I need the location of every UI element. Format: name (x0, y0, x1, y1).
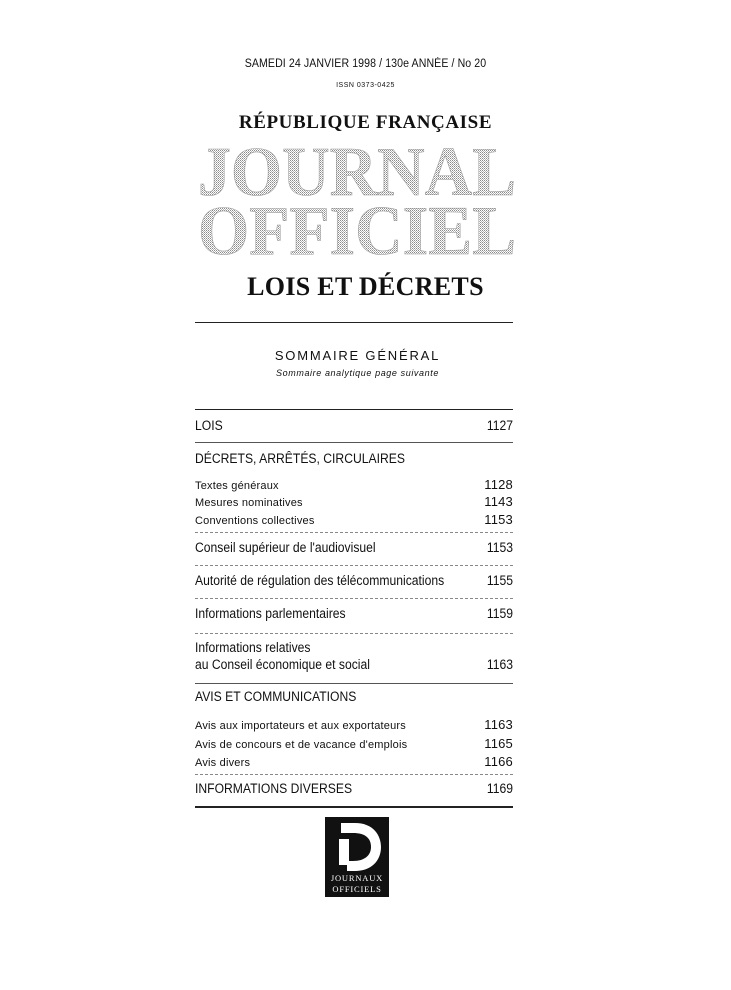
divider (195, 532, 513, 533)
toc-page: 1169 (486, 781, 513, 796)
toc-page: 1159 (486, 606, 513, 621)
toc-page: 1166 (484, 754, 513, 769)
divider (195, 683, 513, 684)
toc-page: 1165 (484, 736, 513, 751)
logo-text-line1: JOURNAUX (330, 873, 384, 883)
toc-page: 1128 (484, 477, 513, 492)
toc-label: Avis de concours et de vacance d'emplois (195, 739, 408, 751)
toc-entry-art (195, 573, 513, 588)
logo-mark-icon (325, 817, 389, 873)
issue-date-line: SAMEDI 24 JANVIER 1998 / 130e ANNÉE / No 20 (244, 58, 487, 70)
toc-label: Conseil supérieur de l'audiovisuel (195, 540, 376, 555)
divider (195, 409, 513, 410)
section-title: LOIS ET DÉCRETS (247, 272, 484, 301)
journaux-officiels-logo (325, 817, 389, 897)
masthead-line-1: JOURNAL (198, 140, 516, 211)
toc-label: Informations parlementaires (195, 606, 346, 621)
toc-entry-textes (195, 477, 513, 492)
toc-entry-csa (195, 540, 513, 555)
toc-page: 1163 (486, 657, 513, 672)
toc-entry-divers (195, 754, 513, 769)
toc-heading-avis: AVIS ET COMMUNICATIONS (195, 689, 357, 704)
sommaire-title: SOMMAIRE GÉNÉRAL (274, 348, 441, 363)
divider (195, 806, 513, 808)
toc-page: 1127 (486, 418, 513, 433)
toc-entry-ces-line1: Informations relatives (195, 640, 311, 655)
toc-entry-informations-diverses (195, 781, 513, 796)
divider (195, 633, 513, 634)
toc-page: 1163 (484, 717, 513, 732)
toc-label: Autorité de régulation des télécommunications (195, 573, 445, 588)
divider (195, 774, 513, 775)
toc-label: Conventions collectives (195, 515, 315, 527)
toc-label: Mesures nominatives (195, 497, 303, 509)
divider (195, 322, 513, 323)
toc-page: 1155 (486, 573, 513, 588)
toc-entry-concours (195, 736, 513, 751)
republic-title: RÉPUBLIQUE FRANÇAISE (238, 112, 493, 133)
divider (195, 565, 513, 566)
toc-entry-conventions (195, 512, 513, 527)
sommaire-subtitle: Sommaire analytique page suivante (276, 368, 439, 378)
toc-entry-parlementaires (195, 606, 513, 621)
toc-entry-ces (195, 657, 513, 672)
toc-heading-decrets: DÉCRETS, ARRÊTÉS, CIRCULAIRES (195, 451, 405, 466)
toc-page: 1153 (486, 540, 513, 555)
divider (195, 442, 513, 443)
toc-entry-importateurs (195, 717, 513, 732)
toc-page: 1153 (484, 512, 513, 527)
masthead-line-2: OFFICIEL (198, 193, 516, 260)
toc-entry-lois (195, 418, 513, 433)
issn-line: ISSN 0373-0425 (336, 82, 395, 89)
logo-text-line2: OFFICIELS (332, 884, 382, 894)
masthead-journal-officiel (196, 140, 518, 260)
toc-label: au Conseil économique et social (195, 657, 370, 672)
toc-label: INFORMATIONS DIVERSES (195, 781, 353, 796)
divider (195, 598, 513, 599)
toc-page: 1143 (484, 494, 513, 509)
toc-label: Textes généraux (195, 480, 279, 492)
toc-label: LOIS (195, 418, 223, 433)
toc-entry-mesures (195, 494, 513, 509)
toc-label: Avis aux importateurs et aux exportateurs (195, 720, 406, 732)
toc-label: Avis divers (195, 757, 251, 769)
